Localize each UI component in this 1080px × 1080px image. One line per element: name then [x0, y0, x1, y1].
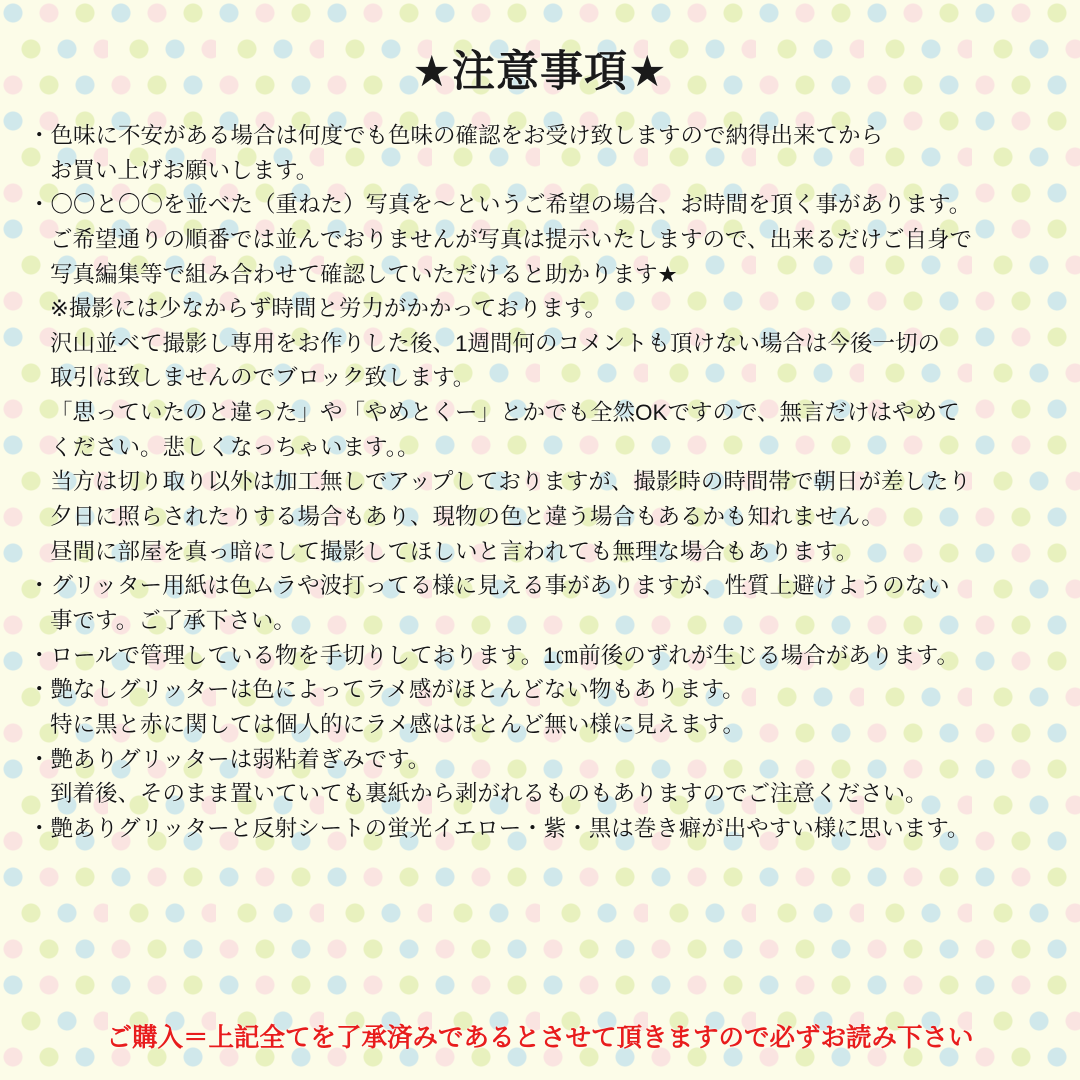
notice-line: 昼間に部屋を真っ暗にして撮影してほしいと言われても無理な場合もあります。 — [50, 538, 859, 564]
notice-line: ください。悲しくなっちゃいます。。 — [50, 434, 420, 460]
notice-line: ご希望通りの順番では並んでおりませんが写真は提示いたしますので、出来るだけご自身で — [50, 226, 973, 252]
notice-line: ・艶ありグリッターは弱粘着ぎみです。 — [28, 746, 431, 772]
notice-line: 当方は切り取り以外は加工無しでアップしておりますが、撮影時の時間帯で朝日が差したり — [50, 469, 971, 495]
notice-line: 事です。ご了承下さい。 — [50, 607, 296, 633]
notice-line: ・ロールで管理している物を手切りしております。1㎝前後のずれが生じる場合があります。 — [28, 642, 959, 668]
notice-line: ・艶なしグリッターは色によってラメ感がほとんどない物もあります。 — [28, 677, 745, 703]
notice-line: ・〇〇と〇〇を並べた（重ねた）写真を〜というご希望の場合、お時間を頂く事があります。 — [28, 192, 972, 218]
notice-line: ・艶ありグリッターと反射シートの蛍光イエロー・紫・黒は巻き癖が出やすい様に思います。 — [28, 815, 970, 841]
notice-line: ・グリッター用紙は色ムラや波打ってる様に見える事がありますが、性質上避けようのない — [28, 573, 950, 599]
notice-line: お買い上げお願いします。 — [50, 157, 319, 183]
notice-line: 取引は致しませんのでブロック致します。 — [50, 365, 476, 391]
notice-line: 「思っていたのと違った」や「やめとくー」とかでも全然OKですので、無言だけはやめて — [50, 400, 960, 426]
notice-body — [26, 119, 1054, 1018]
notice-line: 到着後、そのまま置いていても裏紙から剥がれるものもありますのでご注意ください。 — [50, 781, 928, 807]
notice-line: 写真編集等で組み合わせて確認していただけると助かります★ — [50, 261, 678, 287]
purchase-agreement-notice: ご購入＝上記全てを了承済みであるとさせて頂きますので必ずお読み下さい — [106, 1024, 974, 1052]
notice-line: 夕日に照らされたりする場合もあり、現物の色と違う場合もあるかも知れません。 — [50, 504, 884, 530]
page-title: ★注意事項★ — [412, 48, 668, 96]
notice-line: ・色味に不安がある場合は何度でも色味の確認をお受け致しますので納得出来てから — [28, 123, 884, 148]
notice-line: ※撮影には少なからず時間と労力がかかっております。 — [50, 296, 608, 322]
notice-line: 特に黒と赤に関しては個人的にラメ感はほとんど無い様に見えます。 — [50, 711, 746, 737]
notice-line: 沢山並べて撮影し専用をお作りした後、1週間何のコメントも頂けない場合は今後一切の — [50, 330, 941, 356]
